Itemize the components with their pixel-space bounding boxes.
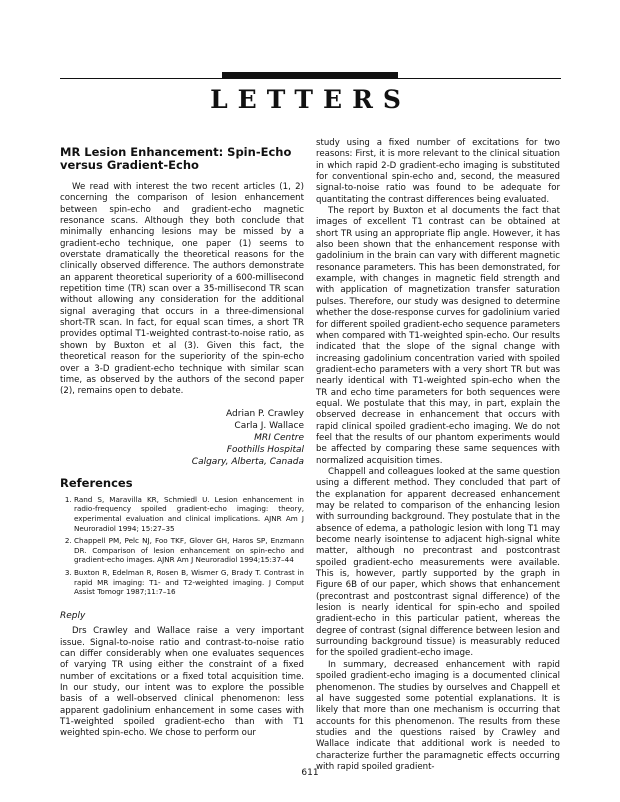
article-title: MR Lesion Enhancement: Spin-Echo versus Gradient-Echo <box>60 145 292 172</box>
affiliation-location: Calgary, Alberta, Canada <box>191 456 304 467</box>
reply-paragraph: study using a fixed number of excitations for two reasons: First, it is more relevant to the clinical situation in which rapid 2-D gradient-echo imaging is substituted for conventional spin-echo and, second, the measured signal-to-noise ratio was found to be adequate for quantitating the contrast differences being evaluated. <box>316 138 560 205</box>
reply-paragraph: The report by Buxton et al documents the fact that images of excellent T1 contrast can be obtained at short TR using an appropriate flip angle. However, it has also been shown that the enhancement response with gadolinium in the brain can vary with different magnetic resonance parameters. This has been demonstrated, for example, with changes in magnetic field strength and with application of magnetization transfer saturation pulses. Therefore, our study was designed to determine whether the dose-response curves for gadolinium varied for different spoiled gradient-echo sequence parameters when compared with T1-weighted spin-echo. Our results indicated that the slope of the signal change with increasing gadolinium concentration varied with spoiled gradient-echo parameters with a very short TR but was nearly identical with T1-weighted spin-echo when the TR and echo time parameters for both sequences were equal. We postulate that this may, in part, explain the observed decrease in enhancement that occurs with rapid clinical spoiled gradient-echo imaging. We do not feel that the results of our phantom experiments would be affected by comparing these same sequences with normalized acquisition times. <box>316 206 560 466</box>
affiliation-hospital: Foothills Hospital <box>226 444 304 455</box>
reference-item: 3. Buxton R, Edelman R, Rosen B, Wismer G, Brady T. Contrast in rapid MR imaging: T1- and T2-weighted imaging. J Comput Assist Tomogr 1987;11:7–16 <box>74 568 304 597</box>
right-column <box>316 138 560 773</box>
author-2: Carla J. Wallace <box>234 420 304 431</box>
letter-body: We read with interest the two recent articles (1, 2) concerning the comparison of lesion enhancement between spin-echo and gradient-echo magnetic resonance scans. Although they both conclude that minimally enhancing lesions may be missed by a gradient-echo technique, one paper (1) seems to overstate dramatically the theoretical reasons for the clinically observed difference. The authors demonstrate an apparent theoretical superiority of a 600-millisecond repetition time (TR) scan over a 35-millisecond TR scan without allowing any consideration for the additional signal averaging that occurs in a three-dimensional short-TR scan. In fact, for equal scan times, a short TR provides optimal T1-weighted contrast-to-noise ratio, as shown by Buxton et al (3). Given this fact, the theoretical reason for the superiority of the spin-echo over a 3-D gradient-echo technique with similar scan time, as observed by the authors of the second paper (2), remains open to debate. <box>60 182 304 397</box>
reply-paragraph: In summary, decreased enhancement with rapid spoiled gradient-echo imaging is a documented clinical phenomenon. The studies by ourselves and Chappell et al have suggested some potential explanations. It is likely that more than one mechanism is occurring that accounts for this phenomenon. The results from these studies and the questions raised by Crawley and Wallace indicate that additional work is needed to characterize further the paramagnetic effects occurring with rapid spoiled gradient- <box>316 659 560 772</box>
reply-body: Drs Crawley and Wallace raise a very important issue. Signal-to-noise ratio and contrast-to-noise ratio can differ considerably when one evaluates sequences of varying TR using either the constraint of a fixed number of excitations or a fixed total acquisition time. In our study, our intent was to explore the possible basis of a well-observed clinical phenomenon: less apparent gadolinium enhancement in some cases with T1-weighted spoiled gradient-echo than with T1 weighted spin-echo. We chose to perform our <box>60 626 304 739</box>
section-banner: LETTERS <box>210 85 411 114</box>
reply-label: Reply <box>60 610 86 621</box>
page-number: 611 <box>301 768 319 778</box>
left-column <box>60 138 304 740</box>
author-1: Adrian P. Crawley <box>226 408 304 419</box>
reference-list <box>60 495 304 597</box>
affiliation-centre: MRI Centre <box>254 432 304 443</box>
references-heading: References <box>60 475 133 490</box>
references-section <box>60 475 304 597</box>
reference-item: 1. Rand S, Maravilla KR, Schmiedl U. Lesion enhancement in radio-frequency spoiled gradient-echo imaging: theory, experimental evaluation and clinical implications. AJNR Am J Neuroradiol 1994; 15:27–35 <box>74 495 304 533</box>
signature-block <box>60 408 304 468</box>
reply-paragraph: Chappell and colleagues looked at the same question using a different method. They concluded that part of the explanation for apparent decreased enhancement may be related to comparison of the enhancing lesion with surrounding background. They postulate that in the absence of edema, a pathologic lesion with long T1 may become nearly isointense to adjacent high-signal white matter, although no precontrast and postcontrast spoiled gradient-echo measurements were available. This is, however, partly supported by the graph in Figure 6B of our paper, which shows that enhancement (precontrast and postcontrast signal difference) of the lesion is nearly identical for spin-echo and spoiled gradient-echo in this particular patient, whereas the degree of contrast (signal difference between lesion and surrounding background tissue) is measurably reduced for the spoiled gradient-echo image. <box>316 466 560 659</box>
header-rule <box>60 78 561 79</box>
reference-item: 2. Chappell PM, Pelc NJ, Foo TKF, Glover GH, Haros SP, Enzmann DR. Comparison of lesion enhancement on spin-echo and gradient-echo images. AJNR Am J Neuroradiol 1994;15:37–44 <box>74 536 304 565</box>
